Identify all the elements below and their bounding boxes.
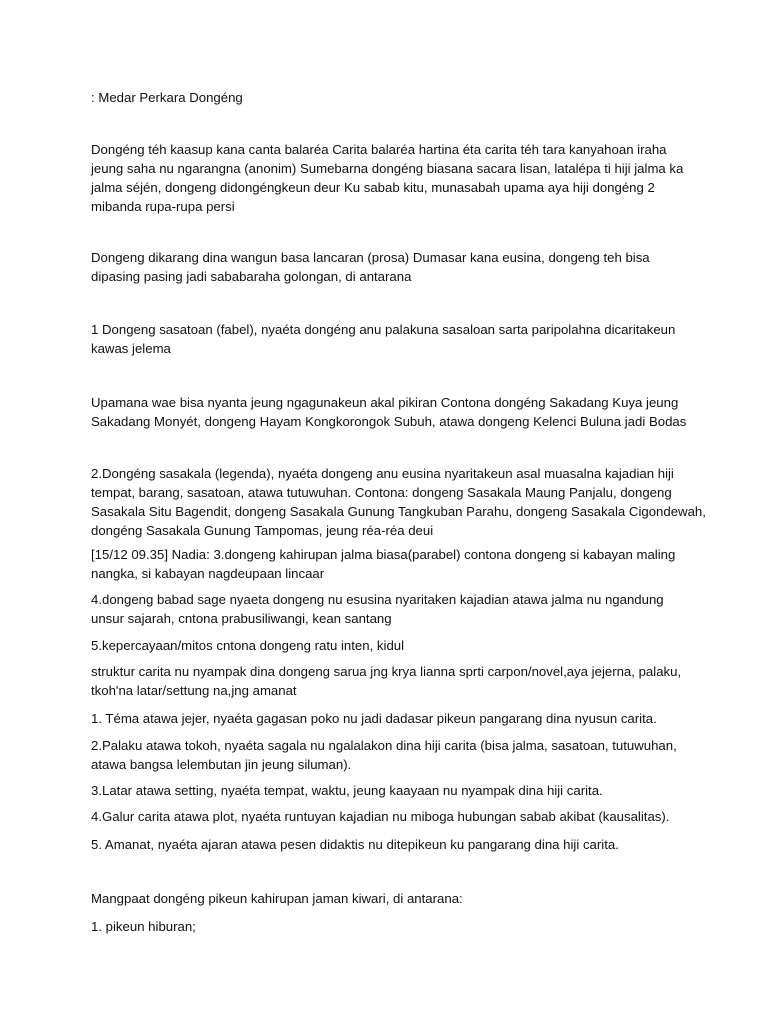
text-line: dipasing pasing jadi sababaraha golongan, di antarana (91, 269, 412, 284)
paragraph-tema (91, 709, 701, 728)
text-line: 4.dongeng babad sage nyaeta dongeng nu esusina nyaritaken kajadian atawa jalma nu ngandung (91, 592, 664, 607)
paragraph-parabel (91, 545, 701, 583)
text-line: 3.Latar atawa setting, nyaéta tempat, waktu, jeung kaayaan nu nyampak dina hiji carita. (91, 783, 603, 798)
text-line: Sakadang Monyét, dongeng Hayam Kongkorongok Subuh, atawa dongeng Kelenci Buluna jadi Bodas (91, 414, 687, 429)
document-title (91, 88, 701, 107)
text-line: 2.Dongéng sasakala (legenda), nyaéta dongeng anu eusina nyaritakeun asal muasalna kajadian hiji (91, 466, 674, 481)
text-line: tempat, barang, sasatoan, atawa tutuwuhan. Contona: dongeng Sasakala Maung Panjalu, dongeng (91, 485, 672, 500)
text-line: atawa bangsa lelembutan jin jeung siluman). (91, 757, 352, 772)
paragraph-mangpaat (91, 889, 701, 908)
text-line: mibanda rupa-rupa persi (91, 199, 235, 214)
text-line: [15/12 09.35] Nadia: 3.dongeng kahirupan jalma biasa(parabel) contona dongeng si kabayan maling (91, 547, 676, 562)
text-line: 4.Galur carita atawa plot, nyaéta runtuyan kajadian nu miboga hubungan sabab akibat (kausalitas). (91, 809, 670, 824)
paragraph-legenda (91, 464, 706, 540)
paragraph-latar (91, 781, 701, 800)
text-line: struktur carita nu nyampak dina dongeng sarua jng krya lianna sprti carpon/novel,aya jejerna, palaku, (91, 664, 682, 679)
text-line: Dongeng dikarang dina wangun basa lancaran (prosa) Dumasar kana eusina, dongeng teh bisa (91, 250, 650, 265)
paragraph-hiburan (91, 917, 701, 936)
paragraph-amanat (91, 835, 701, 854)
paragraph-babad (91, 590, 701, 628)
paragraph-fabel (91, 320, 701, 358)
text-line: 1. Téma atawa jejer, nyaéta gagasan poko nu jadi dadasar pikeun pangarang dina nyusun carita. (91, 711, 657, 726)
paragraph-galur (91, 807, 701, 826)
text-line: 5. Amanat, nyaéta ajaran atawa pesen didaktis nu ditepikeun ku pangarang dina hiji carita. (91, 837, 619, 852)
text-line: unsur sajarah, cntona prabusiliwangi, kean santang (91, 611, 392, 626)
text-line: : Medar Perkara Dongéng (91, 90, 243, 105)
text-line: Dongéng téh kaasup kana canta balaréa Carita balaréa hartina éta carita téh tara kanyahoan iraha (91, 142, 667, 157)
paragraph-prosa (91, 248, 701, 286)
text-line: Sasakala Situ Bagendit, dongeng Sasakala Gunung Tangkuban Parahu, dongeng Sasakala Cigondewah, (91, 504, 706, 519)
text-line: tkoh'na latar/settung na,jng amanat (91, 683, 297, 698)
text-line: dongéng Sasakala Gunung Tampomas, jeung réa-réa deui (91, 523, 434, 538)
paragraph-intro (91, 140, 701, 216)
paragraph-upamana (91, 393, 701, 431)
text-line: 1. pikeun hiburan; (91, 919, 196, 934)
paragraph-palaku (91, 736, 701, 774)
text-line: Upamana wae bisa nyanta jeung ngagunakeun akal pikiran Contona dongéng Sakadang Kuya jeung (91, 395, 679, 410)
text-line: 5.kepercayaan/mitos cntona dongeng ratu inten, kidul (91, 638, 405, 653)
paragraph-struktur (91, 662, 701, 700)
text-line: Mangpaat dongéng pikeun kahirupan jaman kiwari, di antarana: (91, 891, 463, 906)
paragraph-mitos (91, 636, 701, 655)
text-line: 1 Dongeng sasatoan (fabel), nyaéta dongéng anu palakuna sasaloan sarta paripolahna dicaritakeun (91, 322, 676, 337)
text-line: nangka, si kabayan nagdeupaan lincaar (91, 566, 325, 581)
text-line: jalma séjén, dongeng didongéngkeun deur Ku sabab kitu, munasabah upama aya hiji dongéng 2 (91, 180, 655, 195)
text-line: 2.Palaku atawa tokoh, nyaéta sagala nu ngalalakon dina hiji carita (bisa jalma, sasatoan, tutuwuhan, (91, 738, 677, 753)
text-line: kawas jelema (91, 341, 171, 356)
text-line: jeung saha nu ngarangna (anonim) Sumebarna dongéng biasana sacara lisan, latalépa ti hiji jalma ka (91, 161, 684, 176)
